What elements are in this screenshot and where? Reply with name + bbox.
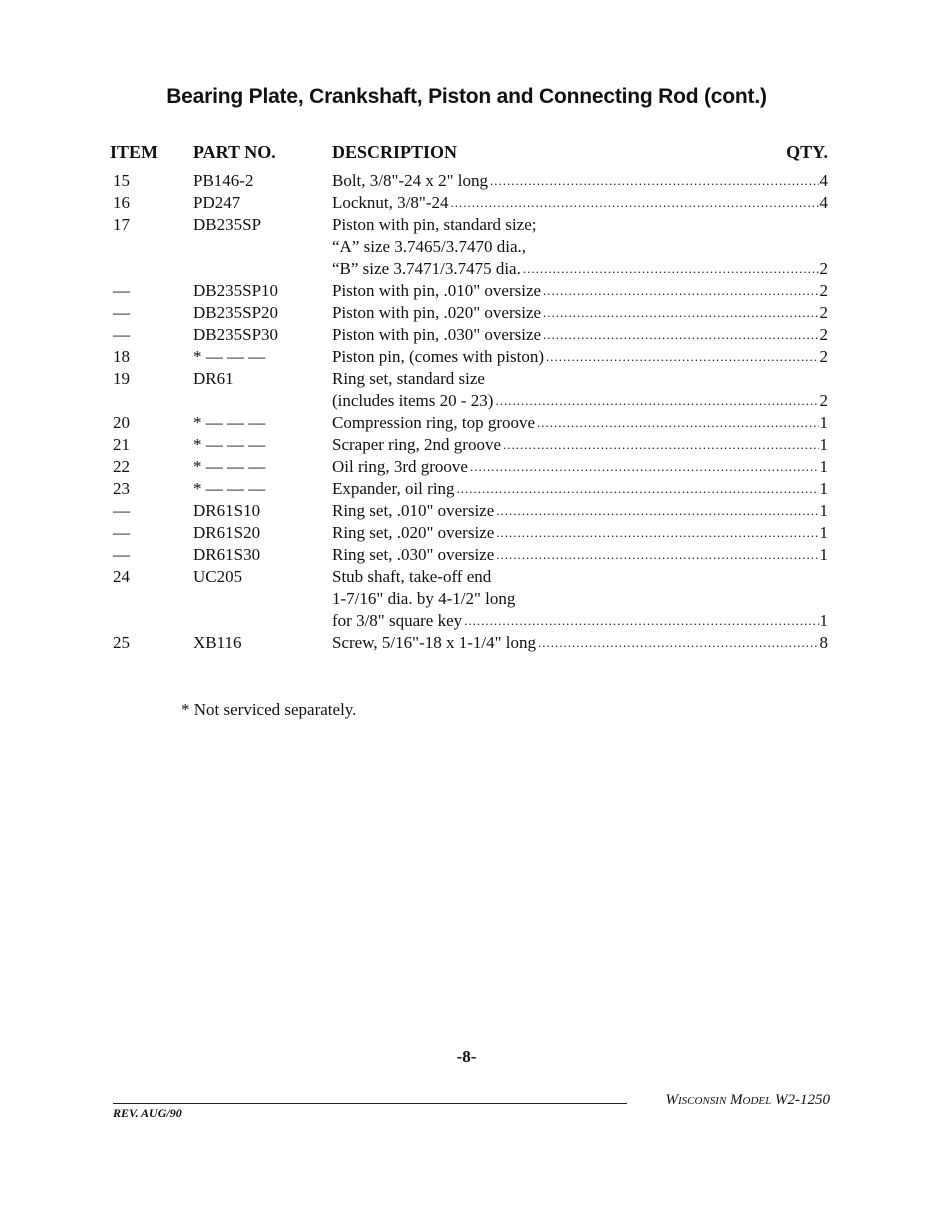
description-text: Piston with pin, .010" oversize xyxy=(332,281,542,300)
description xyxy=(332,522,828,544)
table-row xyxy=(0,170,933,192)
quantity: 1 xyxy=(819,457,828,476)
item-number: 15 xyxy=(113,171,130,190)
description-text: for 3/8" square key xyxy=(332,611,463,630)
row-line xyxy=(0,368,933,390)
row-line xyxy=(0,456,933,478)
table-row xyxy=(0,632,933,654)
description xyxy=(332,346,828,368)
description xyxy=(332,566,828,588)
row-line xyxy=(0,346,933,368)
row-line xyxy=(0,566,933,588)
item-number: 21 xyxy=(113,435,130,454)
row-line xyxy=(0,412,933,434)
description-text: Piston with pin, standard size; xyxy=(332,215,537,234)
quantity: 2 xyxy=(819,303,828,322)
table-row xyxy=(0,324,933,346)
part-number: * — — — xyxy=(193,413,266,432)
row-line xyxy=(0,192,933,214)
quantity: 1 xyxy=(819,479,828,498)
model-label: Wisconsin Model W2-1250 xyxy=(665,1092,830,1108)
item-number: — xyxy=(113,501,130,520)
row-line xyxy=(0,302,933,324)
row-line xyxy=(0,500,933,522)
description xyxy=(332,588,828,610)
row-line xyxy=(0,544,933,566)
item-number: 20 xyxy=(113,413,130,432)
part-number: DR61S10 xyxy=(193,501,261,520)
row-line xyxy=(0,236,933,258)
dot-leader xyxy=(541,280,818,302)
description-text: Locknut, 3/8"-24 xyxy=(332,193,449,212)
description xyxy=(332,390,828,412)
item-number: — xyxy=(113,281,130,300)
part-number: PD247 xyxy=(193,193,241,212)
dot-leader xyxy=(535,412,818,434)
table-row xyxy=(0,500,933,522)
quantity: 1 xyxy=(819,413,828,432)
description xyxy=(332,456,828,478)
footnote: * Not serviced separately. xyxy=(181,700,357,719)
description xyxy=(332,302,828,324)
dot-leader xyxy=(541,324,818,346)
description xyxy=(332,412,828,434)
dot-leader xyxy=(494,522,818,544)
row-line xyxy=(0,588,933,610)
table-row xyxy=(0,346,933,368)
part-number: PB146-2 xyxy=(193,171,254,190)
item-number: 25 xyxy=(113,633,130,652)
description-text: Screw, 5/16"-18 x 1-1/4" long xyxy=(332,633,536,652)
parts-table xyxy=(0,170,933,654)
footer-rule xyxy=(113,1103,627,1104)
quantity: 2 xyxy=(819,281,828,300)
description xyxy=(332,170,828,192)
row-line xyxy=(0,632,933,654)
description-text: (includes items 20 - 23) xyxy=(332,391,494,410)
item-number: 24 xyxy=(113,567,130,586)
table-row xyxy=(0,368,933,412)
part-number: DB235SP xyxy=(193,215,262,234)
description xyxy=(332,478,828,500)
description-text: Ring set, .030" oversize xyxy=(332,545,495,564)
table-row xyxy=(0,302,933,324)
part-number: DB235SP10 xyxy=(193,281,279,300)
quantity: 2 xyxy=(819,347,828,366)
header-description: DESCRIPTION xyxy=(332,142,458,162)
row-line xyxy=(0,434,933,456)
row-line xyxy=(0,610,933,632)
table-row xyxy=(0,456,933,478)
item-number: 18 xyxy=(113,347,130,366)
row-line xyxy=(0,214,933,236)
part-number: DR61 xyxy=(193,369,234,388)
part-number: * — — — xyxy=(193,435,266,454)
dot-leader xyxy=(455,478,819,500)
dot-leader xyxy=(521,258,819,280)
row-line xyxy=(0,390,933,412)
description-text: Ring set, .020" oversize xyxy=(332,523,495,542)
item-number: — xyxy=(113,523,130,542)
quantity: 2 xyxy=(819,391,828,410)
part-number: DR61S20 xyxy=(193,523,261,542)
description xyxy=(332,632,828,654)
description-text: Piston pin, (comes with piston) xyxy=(332,347,545,366)
part-number: DB235SP20 xyxy=(193,303,279,322)
dot-leader xyxy=(488,170,818,192)
dot-leader xyxy=(494,500,818,522)
table-row xyxy=(0,566,933,632)
table-row xyxy=(0,192,933,214)
description-text: Bolt, 3/8"-24 x 2" long xyxy=(332,171,489,190)
description-text: Oil ring, 3rd groove xyxy=(332,457,468,476)
part-number: UC205 xyxy=(193,567,243,586)
row-line xyxy=(0,324,933,346)
quantity: 1 xyxy=(819,523,828,542)
quantity: 4 xyxy=(819,171,828,190)
description-text: Piston with pin, .030" oversize xyxy=(332,325,542,344)
page-number: -8- xyxy=(456,1047,477,1066)
description-text: Ring set, standard size xyxy=(332,369,485,388)
description xyxy=(332,258,828,280)
table-row xyxy=(0,280,933,302)
item-number: 16 xyxy=(113,193,130,212)
description-text: Scraper ring, 2nd groove xyxy=(332,435,502,454)
row-line xyxy=(0,522,933,544)
description xyxy=(332,434,828,456)
description xyxy=(332,192,828,214)
revision-label: REV. AUG/90 xyxy=(113,1106,182,1120)
row-line xyxy=(0,478,933,500)
table-row xyxy=(0,522,933,544)
table-row xyxy=(0,214,933,280)
dot-leader xyxy=(541,302,818,324)
description xyxy=(332,368,828,390)
item-number: — xyxy=(113,325,130,344)
item-number: 22 xyxy=(113,457,130,476)
description-text: Expander, oil ring xyxy=(332,479,455,498)
dot-leader xyxy=(448,192,818,214)
item-number: — xyxy=(113,303,130,322)
header-qty: QTY. xyxy=(786,142,828,162)
item-number: — xyxy=(113,545,130,564)
part-number: DR61S30 xyxy=(193,545,261,564)
description xyxy=(332,544,828,566)
description-text: 1-7/16" dia. by 4-1/2" long xyxy=(332,589,516,608)
row-line xyxy=(0,280,933,302)
dot-leader xyxy=(462,610,818,632)
header-part-no: PART NO. xyxy=(193,142,276,162)
dot-leader xyxy=(468,456,819,478)
item-number: 17 xyxy=(113,215,130,234)
part-number: * — — — xyxy=(193,479,266,498)
description xyxy=(332,214,828,236)
description-text: Ring set, .010" oversize xyxy=(332,501,495,520)
dot-leader xyxy=(536,632,819,654)
description xyxy=(332,236,828,258)
description-text: Piston with pin, .020" oversize xyxy=(332,303,542,322)
table-row xyxy=(0,434,933,456)
quantity: 1 xyxy=(819,501,828,520)
quantity: 2 xyxy=(819,325,828,344)
table-row xyxy=(0,412,933,434)
quantity: 8 xyxy=(819,633,828,652)
part-number: DB235SP30 xyxy=(193,325,279,344)
dot-leader xyxy=(493,390,818,412)
page-title: Bearing Plate, Crankshaft, Piston and Connecting Rod (cont.) xyxy=(166,85,767,108)
item-number: 19 xyxy=(113,369,130,388)
dot-leader xyxy=(544,346,818,368)
description xyxy=(332,610,828,632)
dot-leader xyxy=(501,434,818,456)
description xyxy=(332,280,828,302)
row-line xyxy=(0,258,933,280)
part-number: * — — — xyxy=(193,347,266,366)
table-row xyxy=(0,478,933,500)
description xyxy=(332,500,828,522)
item-number: 23 xyxy=(113,479,130,498)
quantity: 2 xyxy=(819,259,828,278)
row-line xyxy=(0,170,933,192)
description-text: Compression ring, top groove xyxy=(332,413,536,432)
part-number: XB116 xyxy=(193,633,242,652)
description-text: Stub shaft, take-off end xyxy=(332,567,492,586)
quantity: 1 xyxy=(819,435,828,454)
table-row xyxy=(0,544,933,566)
quantity: 1 xyxy=(819,545,828,564)
quantity: 1 xyxy=(819,611,828,630)
description-text: “A” size 3.7465/3.7470 dia., xyxy=(332,237,527,256)
quantity: 4 xyxy=(819,193,828,212)
dot-leader xyxy=(494,544,818,566)
header-item: ITEM xyxy=(110,142,159,162)
part-number: * — — — xyxy=(193,457,266,476)
description xyxy=(332,324,828,346)
description-text: “B” size 3.7471/3.7475 dia. xyxy=(332,259,521,278)
